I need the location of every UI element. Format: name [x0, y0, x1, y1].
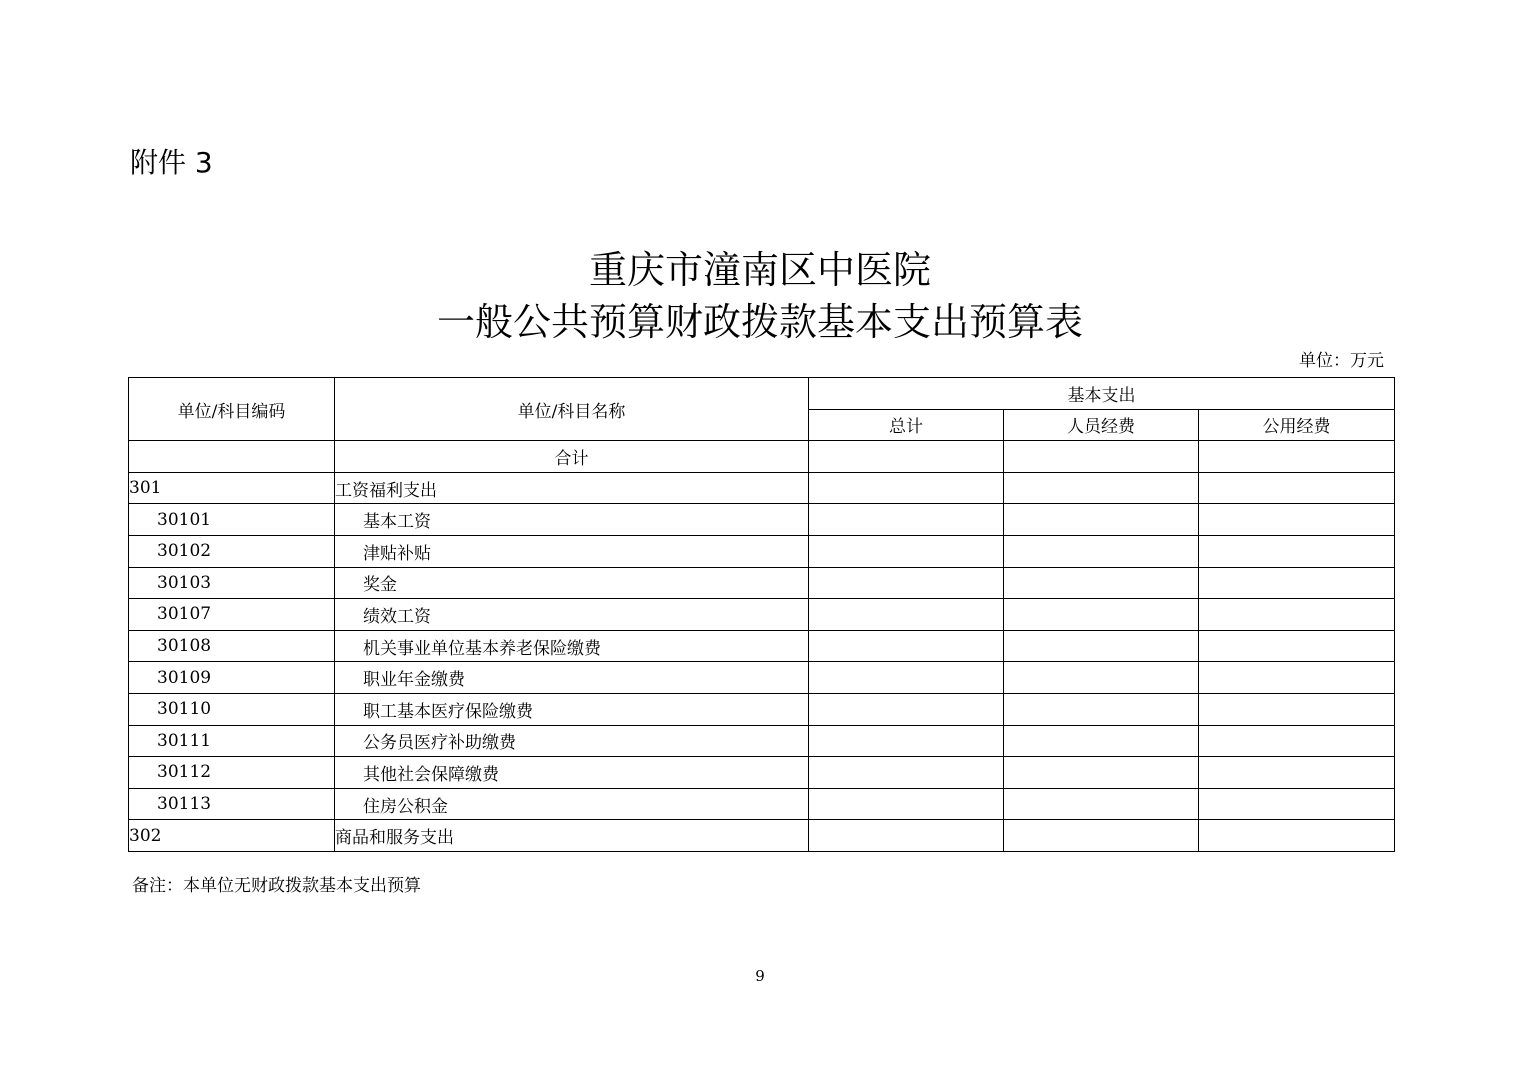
row-code: 30109: [129, 662, 335, 694]
row-code: 301: [129, 472, 335, 504]
total-row-label: 合计: [335, 441, 809, 473]
row-code: 30103: [129, 567, 335, 599]
unit-label: 单位：万元: [1299, 351, 1384, 371]
row-personnel: [1004, 757, 1199, 789]
row-name: 绩效工资: [335, 599, 809, 631]
row-personnel: [1004, 630, 1199, 662]
row-public: [1199, 472, 1395, 504]
row-personnel: [1004, 504, 1199, 536]
row-name: 奖金: [335, 567, 809, 599]
total-row: [129, 441, 1395, 473]
header-personnel: 人员经费: [1004, 409, 1199, 441]
table-row: [129, 504, 1395, 536]
row-personnel: [1004, 599, 1199, 631]
table-row: [129, 599, 1395, 631]
row-total: [809, 472, 1004, 504]
row-public: [1199, 820, 1395, 852]
row-name: 职业年金缴费: [335, 662, 809, 694]
header-basic-expense: 基本支出: [809, 378, 1395, 410]
row-total: [809, 788, 1004, 820]
row-code: 30113: [129, 788, 335, 820]
row-name: 住房公积金: [335, 788, 809, 820]
row-public: [1199, 630, 1395, 662]
row-public: [1199, 504, 1395, 536]
row-public: [1199, 757, 1395, 789]
row-code: 30111: [129, 725, 335, 757]
row-personnel: [1004, 472, 1199, 504]
row-public: [1199, 599, 1395, 631]
row-personnel: [1004, 788, 1199, 820]
total-row-code: [129, 441, 335, 473]
row-total: [809, 630, 1004, 662]
total-row-public: [1199, 441, 1395, 473]
row-public: [1199, 535, 1395, 567]
table-row: [129, 757, 1395, 789]
row-total: [809, 599, 1004, 631]
table-row: [129, 567, 1395, 599]
row-personnel: [1004, 693, 1199, 725]
header-name: 单位/科目名称: [335, 378, 809, 441]
row-code: 30112: [129, 757, 335, 789]
header-row-1: [129, 378, 1395, 410]
row-name: 其他社会保障缴费: [335, 757, 809, 789]
table-row: [129, 788, 1395, 820]
title-line-1: 重庆市潼南区中医院: [588, 248, 931, 292]
row-total: [809, 693, 1004, 725]
attachment-label: 附件 3: [130, 146, 213, 179]
page-number: 9: [755, 967, 765, 985]
row-total: [809, 757, 1004, 789]
table-row: [129, 630, 1395, 662]
row-personnel: [1004, 820, 1199, 852]
title-line-2: 一般公共预算财政拨款基本支出预算表: [436, 300, 1083, 344]
row-personnel: [1004, 535, 1199, 567]
row-name: 基本工资: [335, 504, 809, 536]
row-code: 30107: [129, 599, 335, 631]
table-row: [129, 725, 1395, 757]
row-total: [809, 820, 1004, 852]
footnote: 备注：本单位无财政拨款基本支出预算: [132, 876, 421, 896]
table-row: [129, 820, 1395, 852]
row-public: [1199, 788, 1395, 820]
total-row-total: [809, 441, 1004, 473]
row-public: [1199, 662, 1395, 694]
row-total: [809, 504, 1004, 536]
budget-table: [128, 377, 1395, 852]
row-personnel: [1004, 725, 1199, 757]
row-total: [809, 725, 1004, 757]
row-code: 30102: [129, 535, 335, 567]
row-total: [809, 535, 1004, 567]
row-name: 公务员医疗补助缴费: [335, 725, 809, 757]
table-row: [129, 472, 1395, 504]
row-code: 30108: [129, 630, 335, 662]
row-personnel: [1004, 662, 1199, 694]
header-total: 总计: [809, 409, 1004, 441]
row-name: 职工基本医疗保险缴费: [335, 693, 809, 725]
document-title: [0, 244, 1520, 348]
row-total: [809, 567, 1004, 599]
header-code: 单位/科目编码: [129, 378, 335, 441]
header-public: 公用经费: [1199, 409, 1395, 441]
row-total: [809, 662, 1004, 694]
total-row-personnel: [1004, 441, 1199, 473]
row-name: 工资福利支出: [335, 472, 809, 504]
row-personnel: [1004, 567, 1199, 599]
row-code: 302: [129, 820, 335, 852]
row-code: 30110: [129, 693, 335, 725]
row-name: 机关事业单位基本养老保险缴费: [335, 630, 809, 662]
row-code: 30101: [129, 504, 335, 536]
row-public: [1199, 725, 1395, 757]
row-public: [1199, 567, 1395, 599]
row-name: 商品和服务支出: [335, 820, 809, 852]
table-row: [129, 662, 1395, 694]
row-public: [1199, 693, 1395, 725]
table-row: [129, 693, 1395, 725]
table-row: [129, 535, 1395, 567]
row-name: 津贴补贴: [335, 535, 809, 567]
